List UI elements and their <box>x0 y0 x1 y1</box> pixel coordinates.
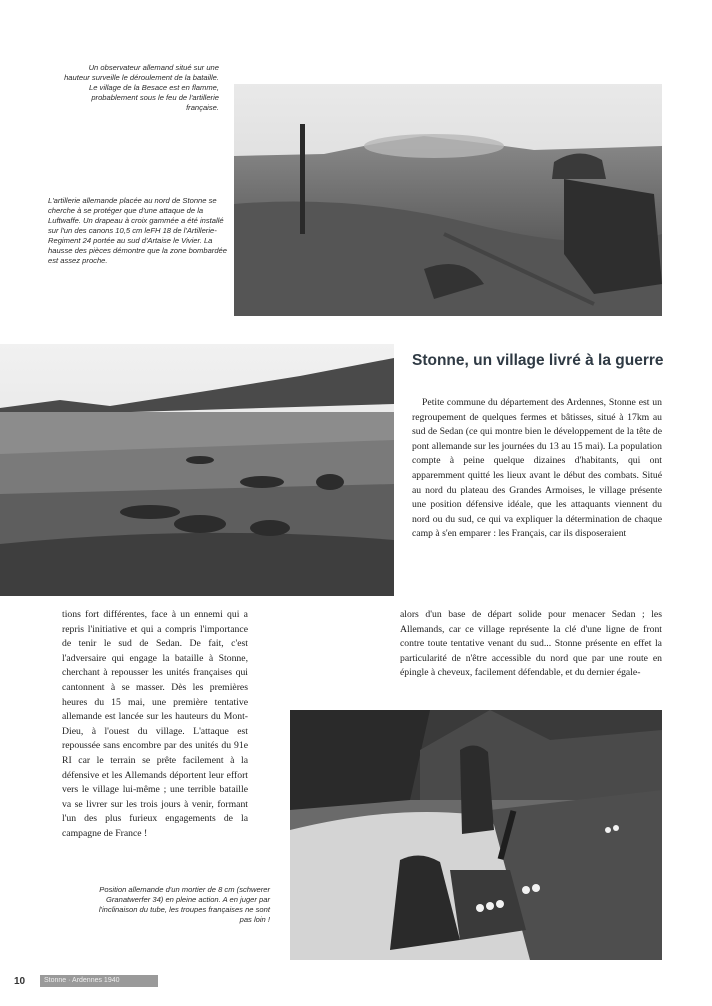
photo-field <box>0 344 394 596</box>
photo-observer <box>234 84 662 316</box>
page-number: 10 <box>14 976 26 987</box>
footer-label: Stonne · Ardennes 1940 <box>40 975 158 987</box>
caption-observer: Un observateur allemand situé sur une hauteur surveille le déroulement de la bataille. Le village de la Besace est en flamme, probablement sous le feu de l'artillerie française. <box>64 63 219 112</box>
photo-mortar <box>290 710 662 960</box>
article-paragraph-1 <box>412 396 662 542</box>
paragraph-text: tions fort différentes, face à un ennemi qui a repris l'initiative et qui a compris l'importance de tenir le sud de Sedan. De fait, c'est l'adversaire qui engage la bataille à Stonne, cherchant à repousser les unités françaises qui cantonnent à se masser. Dès les premières heures du 15 mai, une première tentative allemande est lancée sur les hauteurs du Mont-Dieu, à l'ouest du village. L'attaque est repoussée sans encombre par des unités du 91e RI car le terrain se prête facilement à la défensive et les Allemands déportent leur effort vers le village lui-même ; une terrible bataille va se livrer sur les trois jours à venir, formant l'un des plus furieux engagements de la campagne de France ! <box>62 609 248 839</box>
caption-mortar: Position allemande d'un mortier de 8 cm (schwerer Granatwerfer 34) en pleine action. A en juger par l'inclinaison du tube, les troupes françaises ne sont pas loin ! <box>98 885 270 924</box>
article-title: Stonne, un village livré à la guerre <box>412 352 664 369</box>
article-paragraph-2 <box>400 608 662 681</box>
caption-artillery: L'artillerie allemande placée au nord de Stonne se cherche à se protéger que d'une attaque de la Luftwaffe. Un drapeau à croix gammée a été installé sur l'un des canons 10,5 cm leFH 18 de l'Artillerie-Regiment 24 portée au sud d'Artaise le Vivier. La hausse des pièces démontre que la zone bombardée est assez proche. <box>48 196 227 265</box>
paragraph-text: alors d'un base de départ solide pour menacer Sedan ; les Allemands, car ce village représente la clé d'une ligne de front contre toute tentative venant du sud... Stonne présente en effet la particularité de n'être accessible du nord que par une route en épingle à cheveux, facilement défendable, et du dernier égale- <box>400 609 662 679</box>
paragraph-text: Petite commune du département des Ardennes, Stonne est un regroupement de quelques fermes et bâtisses, situé à 17km au sud de Sedan (ce qui montre bien le développement de la tête de pont allemande sur les journées du 13 au 15 mai). La population compte à peine quelque dizaines d'habitants, qui ont apparemment quitté les lieux avant le début des combats. Situé au nord du plateau des Grandes Armoises, le village présente une position défensive idéale, que les attaquants viennent du nord ou du sud, ce qui va expliquer la détermination de chaque camp à s'en emparer : les Français, car ils disposeraient <box>412 397 662 540</box>
article-paragraph-3 <box>62 608 248 842</box>
